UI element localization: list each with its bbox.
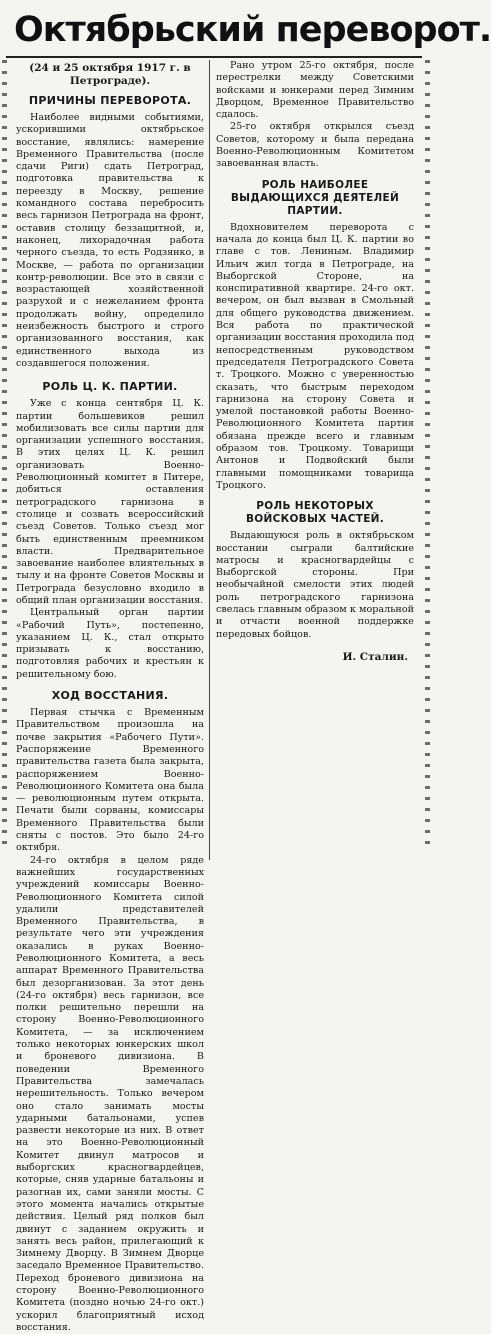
paragraph: Наиболее видными событиями, ускорившими октябрьское восстание, являлись: намерение Временного Правительства (после сдачи Риги) сдать Петроград, подготовка правительства к переезду в Москву, решение командного состава перебросить весь гарнизон Петрограда на фронт, оставив столицу беззащитной, и, наконец, лихорадочная работа черного съезда, то есть Родзянко, в Москве, — работа по организации контр-революции. Все это в связи с возрастающей хозяйственной разрухой и с нежеланием фронта продолжать войну, определило неизбежность быстрого и строго организованного восстания, как единственного выхода из создавшегося положения. bbox=[16, 112, 204, 369]
heading-ck-role: РОЛЬ Ц. К. ПАРТИИ. bbox=[42, 380, 178, 394]
paragraph: Центральный орган партии «Рабочий Путь», постепенно, указанием Ц. К., стал открыто призывать к восстанию, подготовляя рабочих и крестьян к решительному бою. bbox=[16, 607, 204, 680]
heading-causes: ПРИЧИНЫ ПЕРЕВОРОТА. bbox=[28, 94, 192, 107]
page-title: Октябрьский переворот. bbox=[14, 10, 491, 50]
heading-leaders: РОЛЬ НАИБОЛЕЕ ВЫДАЮЩИХСЯ ДЕЯТЕЛЕЙ ПАРТИИ. bbox=[230, 178, 400, 217]
paragraph: Выдающуюся роль в октябрьском восстании сыграли балтийские матросы и красногвардейцы с Выборгской стороны. При необычайной смелости этих людей роль петроградского гарнизона свелась главным образом к моральной и отчасти военной поддержке передовых бойцов. bbox=[216, 530, 414, 640]
paragraph: Уже с конца сентября Ц. К. партии большевиков решил мобилизовать все силы партии для организации успешного восстания. В этих целях Ц. К. решил организовать Военно-Революционный комитет в Питере, добиться оставления петроградского гарнизона в столице и созвать всероссийский съезд Советов. Только съезд мог быть единственным преемником власти. Предварительное завоевание наиболее влиятельных в тылу и на фронте Советов Москвы и Петрограда безусловно входило в общий план организации восстания. bbox=[16, 398, 204, 606]
paragraph: 25-го октября открылся съезд Советов, которому и была передана Военно-Революционным Комитетом завоеванная власть. bbox=[216, 121, 414, 170]
right-edge-clipping bbox=[425, 60, 430, 850]
paragraph: Первая стычка с Временным Правительством произошла на почве закрытия «Рабочего Пути». Распоряжение Временного правительства газета была закрыта, распоряжением Военно-Революционного Комитета она была — революционным путем открыта. Печати были сорваны, комиссары Временного Правительства были сняты с постов. Это было 24-го октября. bbox=[16, 707, 204, 854]
heading-units: РОЛЬ НЕКОТОРЫХ ВОЙСКОВЫХ ЧАСТЕЙ. bbox=[245, 500, 385, 526]
left-edge-clipping bbox=[2, 60, 7, 850]
dateline: (24 и 25 октября 1917 г. в Петрограде). bbox=[29, 62, 191, 87]
paragraph: Вдохновителем переворота с начала до конца был Ц. К. партии во главе с тов. Лениным. Владимир Ильич жил тогда в Петрограде, на Выборгской Стороне, на конспиративной квартире. 24-го окт. вечером, он был вызван в Смольный для общего руководства движением. Вся работа по практической организации восстания проходила под непосредственным руководством председателя Петроградского Совета т. Троцкого. Можно с уверенностью сказать, что быстрым переходом гарнизона на сторону Совета и умелой постановкой работы Военно-Революционного Комитета партия обязана прежде всего и главным образом тов. Троцкому. Товарищи Антонов и Подвойский были главными помощниками товарища Троцкого. bbox=[216, 221, 414, 491]
article-column-right bbox=[216, 60, 414, 868]
paragraph: 24-го октября в целом ряде важнейших государственных учреждений комиссары Военно-Революционного Комитета силой удалили представителей Временного Правительства, в результате чего эти учреждения оказались в руках Военно-Революционного Комитета, а весь аппарат Временного Правительства был дезорганизован. За этот день (24-го октября) весь гарнизон, все полки решительно перешли на сторону Военно-Революционного Комитета, — за исключением только некоторых юнкерских школ и броневого дивизиона. В поведении Временного Правительства замечалась нерешительность. Только вечером оно стало занимать мосты ударными батальонами, успев развести некоторые из них. В ответ на это Военно-Революционный Комитет двинул матросов и выборгских красногвардейцев, которые, сняв ударные батальоны и разогнав их, сами заняли мосты. С этого момента начались открытые действия. Целый ряд полков был двинут с заданием окружить и занять весь район, прилегающий к Зимнему Дворцу. В Зимнем Дворце заседало Временное Правительство. Переход броневого дивизиона на сторону Военно-Революционного Комитета (поздно ночью 24-го окт.) ускорил благоприятный исход восстания. bbox=[16, 854, 204, 1333]
article-column-left bbox=[16, 60, 204, 1333]
paragraph: Рано утром 25-го октября, после перестрелки между Советскими войсками и юнкерами перед Зимним Дворцом, Временное Правительство сдалось. bbox=[216, 60, 414, 121]
title-rule bbox=[6, 56, 422, 58]
column-divider bbox=[209, 60, 210, 860]
heading-course: ХОД ВОССТАНИЯ. bbox=[51, 689, 169, 703]
author-signature: И. Сталин. bbox=[342, 650, 408, 663]
